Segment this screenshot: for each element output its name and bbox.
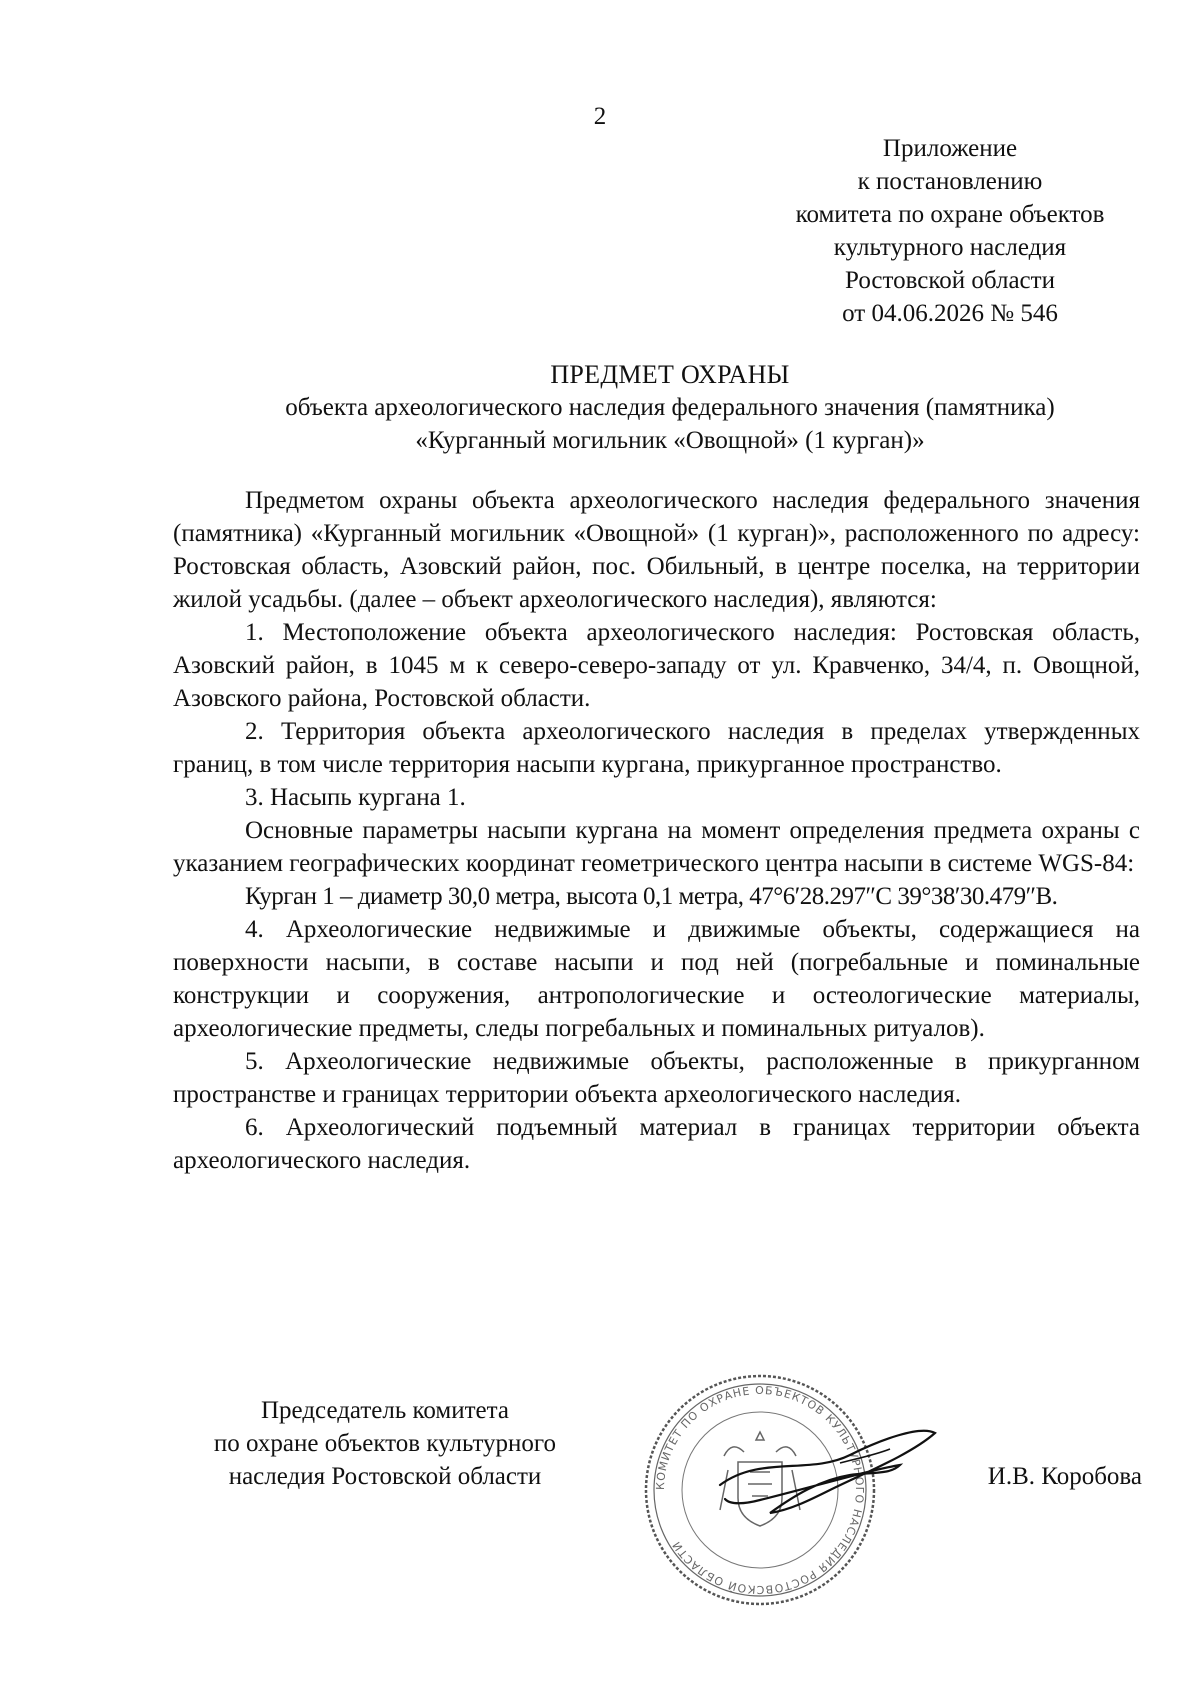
appendix-date-number: от 04.06.2026 № 546: [842, 300, 1058, 327]
title-object-name: «Курганный могильник «Овощной» (1 курган)»: [415, 427, 925, 454]
position-line: по охране объектов культурного: [213, 1430, 557, 1457]
document-title: [130, 358, 1200, 457]
intro-paragraph: Предметом охраны объекта археологического наследия федерального значения (памятника) «Курганный могильник «Овощной» (1 курган)», расположенного по адресу: Ростовская область, Азовский район, пос. Обильный, в центре поселка, на территории жилой усадьбы. (далее – объект археологического наследия), являются:: [173, 487, 1140, 613]
document-body: [173, 484, 1140, 1177]
item-territory: 2. Территория объекта археологического наследия в пределах утвержденных границ, в том числе территория насыпи кургана, прикурганное пространство.: [173, 718, 1140, 778]
appendix-line: комитета по охране объектов: [795, 201, 1105, 228]
appendix-line: культурного наследия: [833, 234, 1067, 261]
appendix-line: Ростовской области: [845, 267, 1055, 294]
item-location: 1. Местоположение объекта археологического наследия: Ростовская область, Азовский район, в 1045 м к северо-северо-западу от ул. Кравченко, 34/4, п. Овощной, Азовского района, Ростовской области.: [173, 619, 1140, 712]
item-mound: 3. Насыпь кургана 1.: [245, 784, 466, 811]
signer-name: И.В. Коробова: [987, 1463, 1142, 1490]
position-line: наследия Ростовской области: [228, 1463, 542, 1490]
mound-coordinates: Курган 1 – диаметр 30,0 метра, высота 0,1 метра, 47°6′28.297″С 39°38′30.479″В.: [245, 883, 1058, 910]
handwritten-signature: [700, 1415, 940, 1525]
title-heading: ПРЕДМЕТ ОХРАНЫ: [550, 360, 790, 389]
appendix-line: Приложение: [882, 135, 1018, 162]
position-line: Председатель комитета: [261, 1397, 509, 1424]
item-immovable-objects: 5. Археологические недвижимые объекты, расположенные в прикурганном пространстве и границах территории объекта археологического наследия.: [173, 1048, 1140, 1108]
page-number: 2: [593, 103, 607, 130]
appendix-header: [760, 132, 1140, 330]
mound-parameters: Основные параметры насыпи кургана на момент определения предмета охраны с указанием географических координат геометрического центра насыпи в системе WGS-84:: [173, 817, 1140, 877]
appendix-line: к постановлению: [857, 168, 1043, 195]
signatory-position: [150, 1394, 620, 1493]
seal-text: КОМИТЕТ ПО ОХРАНЕ ОБЪЕКТОВ КУЛЬТУРНОГО НАСЛЕДИЯ РОСТОВСКОЙ ОБЛАСТИ: [653, 1383, 867, 1597]
item-archaeological-objects: 4. Археологические недвижимые и движимые объекты, содержащиеся на поверхности насыпи, в составе насыпи и под ней (погребальные и поминальные конструкции и сооружения, антропологические и остеологические материалы, археологические предметы, следы погребальных и поминальных ритуалов).: [173, 916, 1140, 1042]
item-surface-material: 6. Археологический подъемный материал в границах территории объекта археологического наследия.: [173, 1114, 1140, 1174]
title-subheading: объекта археологического наследия федерального значения (памятника): [285, 394, 1055, 421]
